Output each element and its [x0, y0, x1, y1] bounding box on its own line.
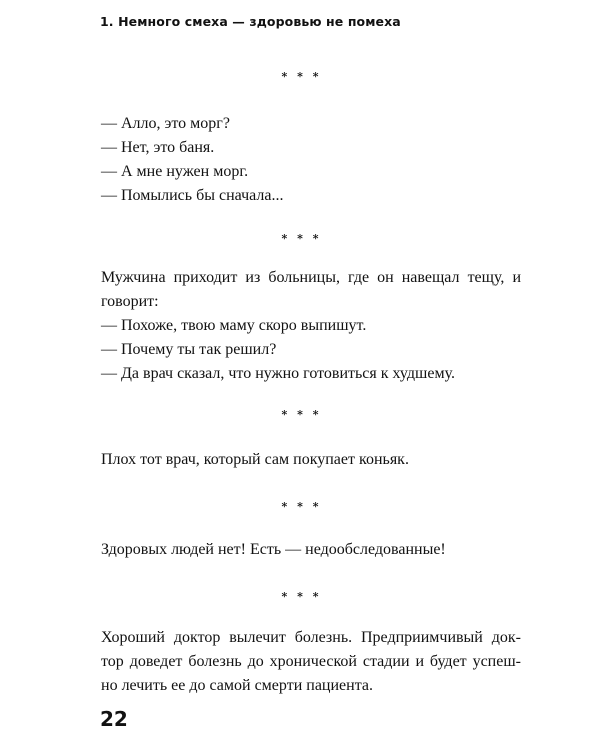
- running-header: 1. Немного смеха — здоровью не помеха: [100, 14, 401, 29]
- section-separator: * * *: [281, 70, 322, 83]
- joke-block-3: [101, 448, 521, 472]
- text-line: тор доведет болезнь до хронической стадии и будет успеш-: [101, 653, 521, 670]
- text-line: Плох тот врач, который сам покупает коньяк.: [101, 451, 409, 468]
- text-line: но лечить ее до самой смерти пациента.: [101, 677, 373, 694]
- text-line: — А мне нужен морг.: [101, 163, 249, 180]
- text-line: — Алло, это морг?: [101, 115, 230, 132]
- section-separator: * * *: [281, 500, 322, 513]
- joke-block-5: [101, 626, 521, 698]
- section-separator: * * *: [281, 408, 322, 421]
- joke-block-2: [101, 266, 521, 386]
- text-line: говорит:: [101, 293, 159, 310]
- text-line: Хороший доктор вылечит болезнь. Предприимчивый док-: [101, 629, 521, 646]
- text-line: — Почему ты так решил?: [101, 341, 277, 358]
- text-line: — Помылись бы сначала...: [101, 187, 284, 204]
- text-line: Здоровых людей нет! Есть — недообследованные!: [101, 541, 446, 558]
- section-separator: * * *: [281, 590, 322, 603]
- text-line: — Похоже, твою маму скоро выпишут.: [101, 317, 367, 334]
- joke-block-4: [101, 538, 521, 562]
- text-line: Мужчина приходит из больницы, где он навещал тещу, и: [101, 269, 521, 286]
- page-number: 22: [100, 707, 128, 731]
- joke-block-1: [101, 112, 521, 208]
- text-line: — Да врач сказал, что нужно готовиться к худшему.: [101, 365, 455, 382]
- section-separator: * * *: [281, 232, 322, 245]
- text-line: — Нет, это баня.: [101, 139, 215, 156]
